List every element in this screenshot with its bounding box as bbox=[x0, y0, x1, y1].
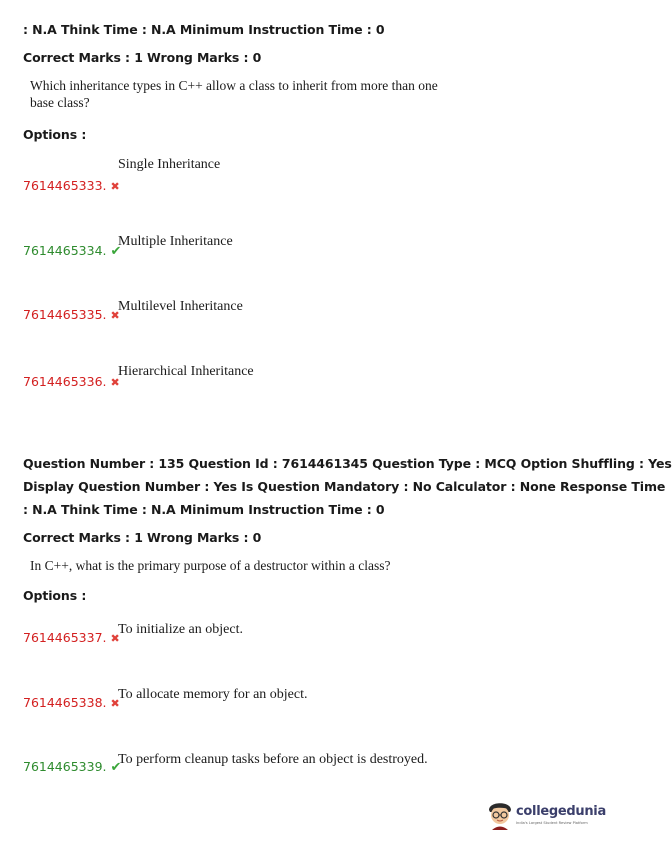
student-avatar-icon bbox=[486, 798, 514, 830]
wrong-mark-icon: ✖ bbox=[110, 309, 120, 322]
option-number: 7614465338. bbox=[23, 695, 107, 710]
option-text: To perform cleanup tasks before an object is destroyed. bbox=[118, 752, 428, 767]
question-meta-line: Question Number : 135 Question Id : 7614461345 Question Type : MCQ Option Shuffling : Yes bbox=[23, 456, 672, 471]
option-text: Multilevel Inheritance bbox=[118, 299, 243, 314]
question-text bbox=[30, 77, 438, 111]
option-id bbox=[23, 307, 120, 322]
logo-wordmark: collegedunia bbox=[516, 804, 606, 819]
option-text: To allocate memory for an object. bbox=[118, 687, 308, 702]
option-id bbox=[23, 243, 121, 259]
wrong-mark-icon: ✖ bbox=[110, 632, 120, 645]
option-number: 7614465333. bbox=[23, 178, 107, 193]
question-meta-line: : N.A Think Time : N.A Minimum Instruction Time : 0 bbox=[23, 22, 385, 37]
option-text: To initialize an object. bbox=[118, 622, 243, 637]
collegedunia-logo bbox=[486, 798, 606, 832]
question-marks: Correct Marks : 1 Wrong Marks : 0 bbox=[23, 50, 262, 65]
question-text: In C++, what is the primary purpose of a destructor within a class? bbox=[30, 558, 391, 573]
check-mark-icon: ✔ bbox=[110, 760, 122, 775]
question-marks: Correct Marks : 1 Wrong Marks : 0 bbox=[23, 530, 262, 545]
wrong-mark-icon: ✖ bbox=[110, 697, 120, 710]
option-number: 7614465339. bbox=[23, 759, 107, 774]
option-number: 7614465334. bbox=[23, 243, 107, 258]
option-number: 7614465336. bbox=[23, 374, 107, 389]
option-id bbox=[23, 178, 120, 193]
option-id bbox=[23, 695, 120, 710]
option-number: 7614465335. bbox=[23, 307, 107, 322]
question-meta-line: Display Question Number : Yes Is Question Mandatory : No Calculator : None Response Time bbox=[23, 479, 666, 494]
options-label: Options : bbox=[23, 588, 87, 603]
question-meta-line: : N.A Think Time : N.A Minimum Instruction Time : 0 bbox=[23, 502, 385, 517]
option-id bbox=[23, 759, 121, 775]
wrong-mark-icon: ✖ bbox=[110, 180, 120, 193]
options-label: Options : bbox=[23, 127, 87, 142]
option-text: Single Inheritance bbox=[118, 157, 221, 172]
option-number: 7614465337. bbox=[23, 630, 107, 645]
question-text-line: base class? bbox=[30, 95, 90, 110]
wrong-mark-icon: ✖ bbox=[110, 376, 120, 389]
option-id bbox=[23, 630, 120, 645]
option-id bbox=[23, 374, 120, 389]
check-mark-icon: ✔ bbox=[110, 244, 122, 259]
option-text: Hierarchical Inheritance bbox=[118, 364, 254, 379]
question-text-line: Which inheritance types in C++ allow a class to inherit from more than one bbox=[30, 78, 438, 93]
logo-tagline: India's Largest Student Review Platform bbox=[516, 821, 588, 825]
option-text: Multiple Inheritance bbox=[118, 234, 233, 249]
